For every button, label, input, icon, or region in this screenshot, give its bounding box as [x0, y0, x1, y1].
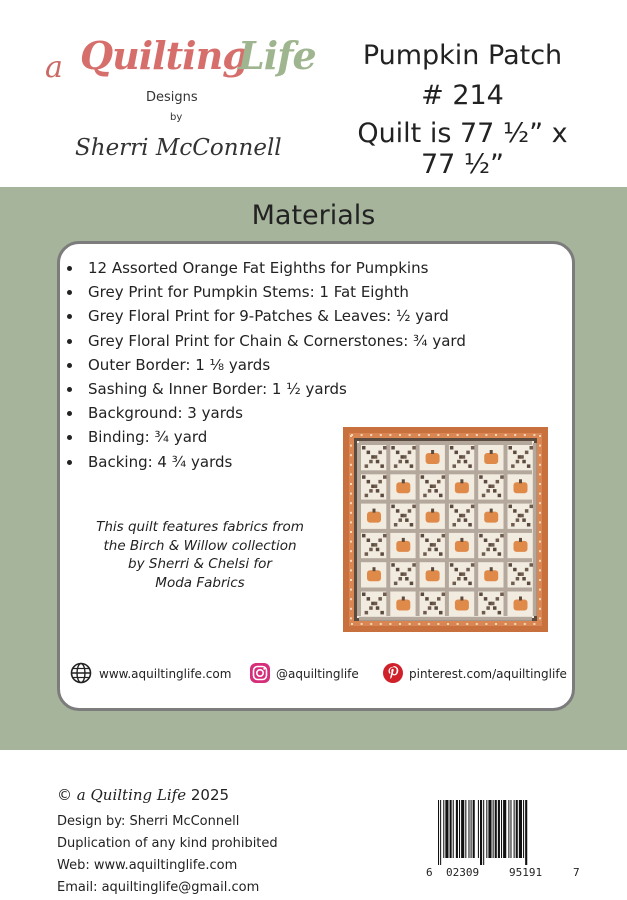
- pattern-name: Pumpkin Patch: [362, 40, 563, 71]
- globe-icon: [70, 662, 92, 684]
- materials-item: Grey Floral Print for 9-Patches & Leaves: ½ yard: [67, 304, 466, 328]
- pumpkin-block: [455, 482, 469, 493]
- pinterest-icon: [382, 662, 404, 684]
- feature-line: Moda Fabrics: [155, 574, 245, 591]
- materials-item: Background: 3 yards: [67, 401, 466, 425]
- pinterest-link[interactable]: pinterest.com/aquiltinglife: [409, 667, 567, 681]
- copyright-line: [57, 786, 229, 804]
- pattern-number: # 214: [421, 80, 504, 111]
- pumpkin-block: [514, 541, 528, 552]
- footer-email: Email: aquiltinglife@gmail.com: [57, 880, 260, 895]
- pumpkin-block: [426, 570, 440, 581]
- quilt-image: [343, 427, 548, 632]
- pumpkin-block: [426, 453, 440, 464]
- materials-item: Outer Border: 1 ⅛ yards: [67, 353, 466, 377]
- materials-heading: Materials: [251, 200, 376, 231]
- pumpkin-block: [396, 482, 410, 493]
- pumpkin-block: [396, 541, 410, 552]
- pumpkin-block: [514, 600, 528, 611]
- pumpkin-block: [426, 512, 440, 523]
- fabric-feature-note: [80, 518, 320, 592]
- copyright-symbol: ©: [57, 786, 72, 804]
- logo-life: Life: [238, 33, 316, 78]
- logo-author: Sherri McConnell: [75, 135, 282, 161]
- barcode-digit: 02309: [446, 866, 480, 879]
- materials-item: Grey Print for Pumpkin Stems: 1 Fat Eighth: [67, 280, 466, 304]
- materials-item: Grey Floral Print for Chain & Cornerstones: ¾ yard: [67, 329, 466, 353]
- logo-designs: Designs: [146, 90, 198, 105]
- instagram-link[interactable]: @aquiltinglife: [276, 667, 359, 681]
- website-link[interactable]: www.aquiltinglife.com: [99, 667, 232, 681]
- barcode-digit: 6: [426, 866, 433, 879]
- materials-item: Backing: 4 ¾ yards: [67, 450, 466, 474]
- pumpkin-block: [396, 600, 410, 611]
- pumpkin-block: [514, 482, 528, 493]
- feature-line: This quilt features fabrics from: [96, 519, 304, 535]
- copyright-brand: a Quilting Life: [76, 786, 187, 804]
- pumpkin-block: [484, 570, 498, 581]
- pumpkin-block: [484, 453, 498, 464]
- pumpkin-block: [455, 600, 469, 611]
- pumpkin-block: [367, 512, 381, 523]
- pumpkin-block: [455, 541, 469, 552]
- footer-web: Web: www.aquiltinglife.com: [57, 858, 238, 873]
- barcode-digit: 7: [573, 866, 580, 879]
- logo-quilting: Quilting: [80, 33, 248, 78]
- instagram-icon: [249, 662, 271, 684]
- materials-item: Sashing & Inner Border: 1 ½ yards: [67, 377, 466, 401]
- feature-line: the Birch & Willow collection: [103, 537, 297, 554]
- barcode-digit: 95191: [509, 866, 543, 879]
- logo-by: by: [170, 112, 183, 123]
- design-credit: Design by: Sherri McConnell: [57, 814, 240, 829]
- duplication-notice: Duplication of any kind prohibited: [57, 836, 278, 851]
- feature-line: by Sherri & Chelsi for: [128, 556, 272, 572]
- materials-item: Binding: ¾ yard: [67, 425, 466, 449]
- copyright-year: 2025: [190, 786, 230, 804]
- materials-item: 12 Assorted Orange Fat Eighths for Pumpkins: [67, 256, 466, 280]
- pumpkin-block: [367, 570, 381, 581]
- quilt-size: Quilt is 77 ½” x 77 ½”: [357, 118, 568, 180]
- logo-a: a: [45, 50, 63, 85]
- barcode-image: [437, 800, 570, 865]
- pumpkin-block: [484, 512, 498, 523]
